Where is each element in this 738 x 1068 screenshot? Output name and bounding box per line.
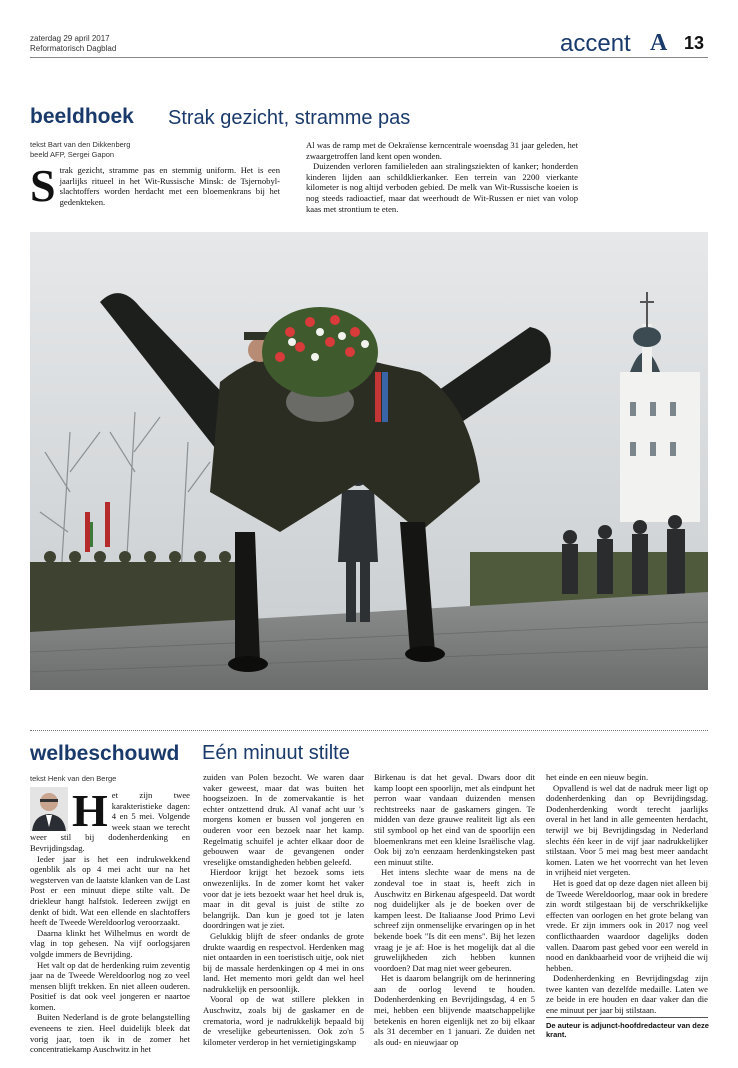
col4-para-1: Opvallend is wel dat de nadruk meer ligt op dodenherdenking dan op Bevrijdingsdag. Dodenherdenking wordt terecht jaarlijks overal in het land in alle gemeenten herdacht, terwijl we bij Bevrijdingsdag in Nederland slechts één keer in de vijf jaar nadrukkelijker stilstaan. Voor 5 mei mag best meer aandacht komen. Laten we het voorrecht van het leven in vrijheid niet vergeten.	[546, 782, 708, 878]
welbeschouwd-col1	[30, 785, 190, 1055]
header-date-block	[30, 34, 116, 54]
author-footnote: De auteur is adjunct-hoofdredacteur van deze krant.	[546, 1021, 709, 1039]
beeldhoek-intro-text: trak gezicht, stramme pas en stemmig uniform. Het is een jaarlijks ritueel in het Wit-Russische Minsk: de Tsjernobyl-slachtoffers worden herdacht met een bloemenkrans bij het gedenkteken.	[59, 165, 280, 207]
col1-para-4: Buiten Nederland is de grote belangstelling eveneens te zien. Heel duidelijk bleek dat vorig jaar, toen ik in de zomer het concentratiekamp Auschwitz in het	[30, 1012, 190, 1055]
welbeschouwd-dropcap: H	[72, 785, 108, 836]
beeldhoek-para2: Duizenden verloren familieleden aan stralingsziekten of kanker; honderden kinderen lijden aan schildklierkanker. Een terrein van 2200 vierkante kilometer is nog altijd verboden gebied. De melk van Wit-Russische koeien is nog steeds radioactief, maar dat weerhoudt de Wit-Russen er niet van volop kaas met strontium te eten.	[306, 161, 578, 214]
header-paper: Reformatorisch Dagblad	[30, 44, 117, 53]
beeldhoek-headline: Strak gezicht, stramme pas	[168, 107, 411, 129]
col3-para-0: Birkenau is dat het geval. Dwars door dit kamp loopt een spoorlijn, met als eindpunt het perron waar vandaan duizenden mensen rechtstreeks naar de gaskamers gingen. Te midden van deze grauwe realiteit ligt als een stil symbool op het eind van de spoorlijn een bloemenkrans met een kleine Israëlische vlag. Ook bij zo'n eenzaam herdenkingsteken past een minuut stilte.	[374, 772, 535, 867]
welbeschouwd-col2	[203, 772, 364, 1047]
col4-para-3: Dodenherdenking en Bevrijdingsdag zijn twee kanten van dezelfde medaille. Laten we ze beide in ere houden en daar vaker dan die ene minuut per jaar bij stilstaan.	[546, 973, 708, 1016]
col1-para-2: Daarna klinkt het Wilhelmus en wordt de vlag in top gehesen. Na vijf oorlogsjaren volgde immers de Bevrijding.	[30, 927, 190, 959]
beeldhoek-dropcap: S	[30, 160, 56, 211]
footnote-rule	[546, 1017, 708, 1018]
photo-illustration	[30, 232, 708, 690]
col3-para-2: Het is daarom belangrijk om de herinnering aan de oorlog levend te houden. Dodenherdenking en Bevrijdingsdag, 4 en 5 mei, hebben een blijvende maatschappelijke betekenis en horen eigenlijk net zo bij elkaar als 31 december en 1 januari. Ze duiden net als oud- en nieuwjaar op	[374, 973, 535, 1047]
header-rule	[30, 57, 708, 58]
header-date: zaterdag 29 april 2017	[30, 34, 110, 43]
col1-para-3: Het valt op dat de herdenking ruim zeventig jaar na de Tweede Wereldoorlog nog zo veel mensen blijft trekken. En niet alleen ouderen. Positief is dat ook veel jongeren er naartoe komen.	[30, 959, 190, 1012]
byline-text: tekst Bart van den Dikkenberg	[30, 140, 131, 149]
col1-para-0: et zijn twee karakteristieke dagen: 4 en 5 mei. Volgende week staan we terecht weer stil bij dodenherdenking en Bevrijdingsdag.	[30, 790, 190, 853]
welbeschouwd-byline: tekst Henk van den Berge	[30, 774, 117, 783]
beeldhoek-text	[306, 140, 578, 214]
welbeschouwd-col3	[374, 772, 535, 1047]
beeldhoek-byline	[30, 140, 130, 160]
section-logo: A	[650, 30, 668, 56]
news-photo	[30, 232, 708, 690]
col2-para-3: Vooral op de wat stillere plekken in Auschwitz, zoals bij de gaskamer en de crematoria, word je nadrukkelijk bepaald bij de vreselijke gebeurtenissen. Ook zo'n 5 kilometer verderop in het vernietigingskamp	[203, 994, 364, 1047]
byline-image: beeld AFP, Sergei Gapon	[30, 150, 115, 159]
welbeschouwd-col4	[546, 772, 708, 1016]
col4-para-0: het einde en een nieuw begin.	[546, 772, 649, 782]
beeldhoek-para1: Al was de ramp met de Oekraïense kerncentrale woensdag 31 jaar geleden, het zwaargetroffen land kent open wonden.	[306, 140, 578, 161]
section-divider	[30, 730, 708, 731]
welbeschouwd-headline: Eén minuut stilte	[202, 742, 350, 764]
col3-para-1: Het intens slechte waar de mens na de zondeval toe in staat is, heeft zich in Auschwitz en Birkenau afgespeeld. Dat wordt nog duidelijker als je de boeken over de kampen leest. De Italiaanse Jood Primo Levi schreef zijn onmenselijke ervaringen op in het bekende boek "Is dit een mens". Bij het lezen vraag je je af: Hoe is het mogelijk dat al die gruwelijkheden zich hebben kunnen voordoen? Dat mag niet weer gebeuren.	[374, 867, 535, 973]
welbeschouwd-kicker: welbeschouwd	[30, 742, 180, 765]
col2-para-0: zuiden van Polen bezocht. We waren daar vaker geweest, maar dat was buiten het hoogseizoen. In de zomervakantie is het echter ontzettend druk. Al vanaf acht uur 's morgens komen er bussen vol jongeren en ouderen voor een bezoek naar het kamp. Regelmatig schuifel je achter elkaar door de gebouwen waar de gevangenen onder vreselijke omstandigheden hebben geleefd.	[203, 772, 364, 867]
col2-para-2: Gelukkig blijft de sfeer ondanks de grote drukte waardig en respectvol. Herdenken mag niet ontaarden in een toeristisch uitje, ook niet bij de massale herdenkingen op 4 mei in ons land. Het memento mori geldt dan wel heel nadrukkelijk en persoonlijk.	[203, 930, 364, 994]
page-number: 13	[684, 33, 705, 53]
col1-para-1: Ieder jaar is het een indrukwekkend ogenblik als op 4 mei acht uur na het wegsterven van de laatste klanken van de Last Post er een minuut diepe stilte valt. De driekleur hangt halfstok. Iedereen zwijgt en denkt of bidt. Wat een ellende en slachtoffers heeft de Tweede Wereldoorlog veroorzaakt.	[30, 853, 190, 928]
beeldhoek-intro	[30, 160, 280, 211]
col4-para-2: Het is goed dat op deze dagen niet alleen bij de Tweede Wereldoorlog, maar ook in bredere zin wordt stilgestaan bij de verschrikkelijke effecten van oorlogen en het grote belang van vrede. Er zijn immers ook in 2017 nog veel conflicthaarden waardoor dagelijks doden vallen. Daarom past gebed voor een wereld in nood en dankbaarheid voor de vrijheid die wij hebben.	[546, 877, 708, 973]
col2-para-1: Hierdoor krijgt het bezoek soms iets onwezenlijks. In de zomer komt het vaker voor dat je iets bezoekt waar het heel druk is, maar in dit geval is juist de stilte zo belangrijk. Dan kun je goed tot je laten doordringen wat je ziet.	[203, 867, 364, 931]
section-title: accent	[560, 30, 631, 57]
beeldhoek-kicker: beeldhoek	[30, 105, 134, 128]
